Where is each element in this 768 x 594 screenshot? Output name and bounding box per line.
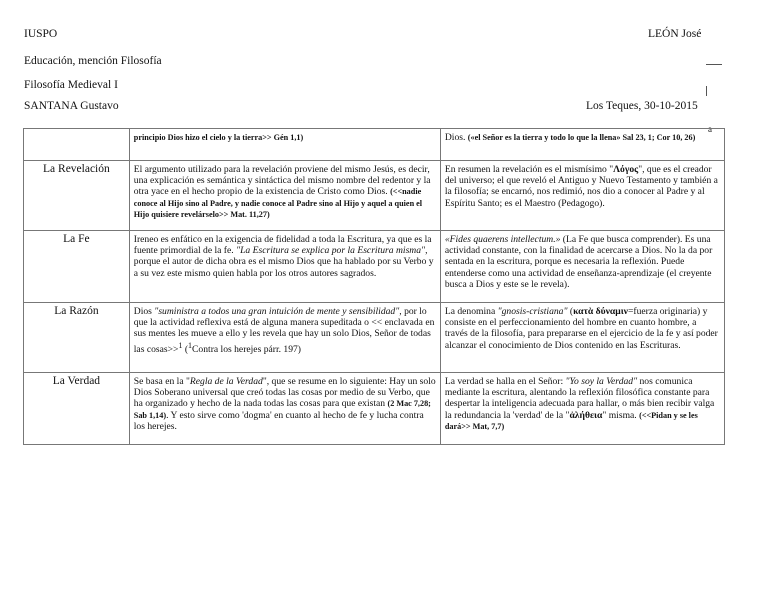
right-cell: En resumen la revelación es el mismísimo "Λόγος", que es el creador del universo; el que reveló el Antiguo y Nuevo Testamento y también a la filosofía; se encarnó, nos redimió, nos dio a conocer al Padre y al Espíritu Santo; es el Maestro (Pedagogo).	[440, 161, 724, 231]
table-row	[24, 303, 725, 373]
student-name: SANTANA Gustavo	[24, 100, 119, 112]
table-row	[24, 161, 725, 231]
course-name: Filosofía Medieval I	[24, 79, 118, 91]
middle-cell: principio Dios hizo el cielo y la tierra>> Gén 1,1)	[129, 129, 440, 161]
row-label	[24, 129, 130, 161]
margin-tick	[706, 86, 707, 96]
table-row	[24, 129, 725, 161]
table-row	[24, 373, 725, 445]
row-label: La Fe	[24, 231, 130, 303]
place-date: Los Teques, 30-10-2015	[586, 100, 698, 112]
middle-cell: Dios "suministra a todos una gran intuición de mente y sensibilidad", por lo que la actividad reflexiva está de alguna manera supeditada o << enclavada en sus mentes les mueve a ello y les revela que hay un solo Dios, Señor de todas las cosas>>$^1$ ($^1$Contra los herejes párr. 197)	[129, 303, 440, 373]
institution-name: IUSPO	[24, 28, 58, 40]
margin-rule	[706, 64, 722, 65]
right-cell: «Fides quaerens intellectum.» (La Fe que busca comprender). Es una actividad constante, con la finalidad de acercarse a Dios. No la da por sentada en la escritura, porque es necesaria la reflexión. Puede entenderse como una actividad de enseñanza-aprendizaje (el creyente busca a Dios y este se le revela).	[440, 231, 724, 303]
teacher-name: LEÓN José	[648, 28, 702, 40]
middle-cell: Se basa en la "Regla de la Verdad", que se resume en lo siguiente: Hay un solo Dios Soberano universal que creó todas las cosas por medio de su Verbo, que ha organizado y hecho de la nada todas las cosas para que existan (2 Mac 7,28; Sab 1,14). Y esto sirve como 'dogma' en cuanto al hecho de fe y lucha contra los herejes.	[129, 373, 440, 445]
table-row	[24, 231, 725, 303]
middle-cell: El argumento utilizado para la revelación proviene del mismo Jesús, es decir, una explicación es semántica y sintáctica del mismo nombre del redentor y la otra yace en el hecho propio de la existencia de Cristo como Dios. (<<nadie conoce al Hijo sino al Padre, y nadie conoce al Padre sino al Hijo y aquel a quien el Hijo quisiere revelárselo>> Mat. 11,27)	[129, 161, 440, 231]
right-cell: La verdad se halla en el Señor: "Yo soy la Verdad" nos comunica mediante la escritura, alentando la reflexión filosófica constante para despertar la inteligencia adecuada para hallar, o más bien recibir valga la redundancia la 'verdad' de la "ἀλήθεια" misma. (<<Pidan y se les dará>> Mat, 7,7)	[440, 373, 724, 445]
margin-mark: a	[708, 124, 712, 134]
row-label: La Revelación	[24, 161, 130, 231]
middle-cell: Ireneo es enfático en la exigencia de fidelidad a toda la Escritura, ya que es la fuente primordial de la fe. "La Escritura se explica por la Escritura misma", porque el autor de dicha obra es el mismo Dios que ha hablado por su Verbo y a su vez este mismo quien habla por los otros autores sagrados.	[129, 231, 440, 303]
right-cell: La denomina "gnosis-cristiana" (κατὰ δύναμιν=fuerza originaria) y consiste en el perfeccionamiento del hombre en cuanto hombre, a través de la filosofía, para prepararse en el ejercicio de la fe y así poder alcanzar el conocimiento de Dios contenido en las Escrituras.	[440, 303, 724, 373]
right-cell: Dios. («el Señor es la tierra y todo lo que la llena» Sal 23, 1; Cor 10, 26)	[440, 129, 724, 161]
row-label: La Verdad	[24, 373, 130, 445]
row-label: La Razón	[24, 303, 130, 373]
comparison-table	[23, 128, 725, 445]
career-name: Educación, mención Filosofía	[24, 55, 162, 67]
